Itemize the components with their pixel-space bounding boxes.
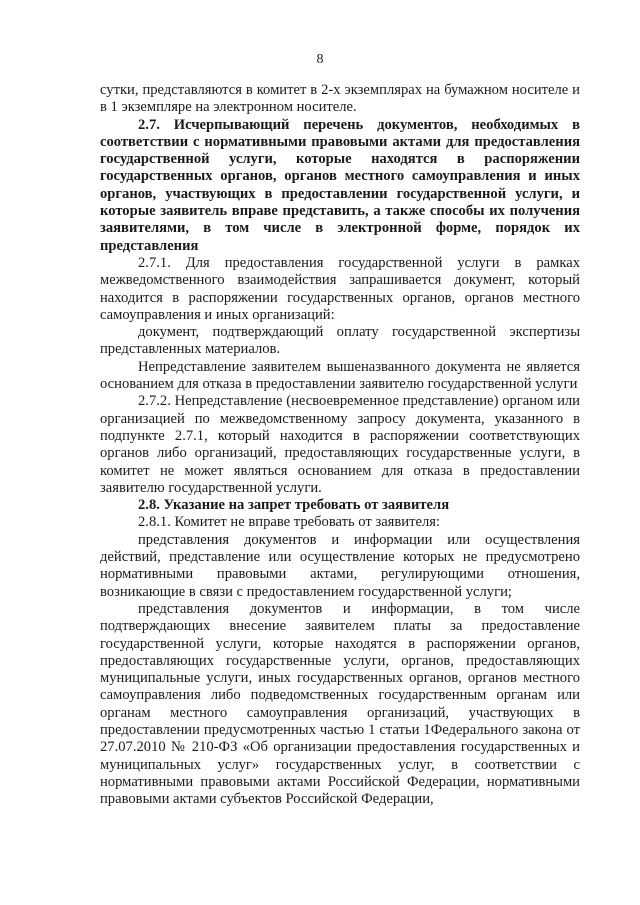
paragraph-2-8-1: 2.8.1. Комитет не вправе требовать от заявителя: xyxy=(138,514,441,531)
section-heading-2-8: 2.8. Указание на запрет требовать от заявителя xyxy=(138,497,450,514)
paragraph-non-submission: Непредставление заявителем вышеназванного документа не является основанием для отказа в предоставлении заявителю государственной услуги xyxy=(100,358,580,393)
page-number: 8 xyxy=(316,52,324,67)
page-content xyxy=(100,82,580,808)
paragraph-continuation: сутки, представляются в комитет в 2-х экземплярах на бумажном носителе и в 1 экземпляре на электронном носителе. xyxy=(100,82,580,116)
paragraph-2-7-2: 2.7.2. Непредставление (несвоевременное представление) органом или организацией по межведомственному запросу документа, указанного в подпункте 2.7.1, который находится в распоряжении соответствующих органов либо организаций, предоставляющих государственные услуги, в комитет не может являться основанием для отказа в предоставлении заявителю государственной услуги. xyxy=(100,393,580,496)
section-heading-2-7: 2.7. Исчерпывающий перечень документов, необходимых в соответствии с нормативными правовыми актами для предоставления государственной услуги, которые находятся в распоряжении государственных органов, органов местного самоуправления и иных органов, участвующих в предоставлении государственной услуги, и которые заявитель вправе представить, а также способы их получения заявителями, в том числе в электронной форме, порядок их представления xyxy=(100,116,580,254)
paragraph-2-7-1: 2.7.1. Для предоставления государственной услуги в рамках межведомственного взаимодействия запрашивается документ, который находится в распоряжении государственных органов, органов местного самоуправления и иных организаций: xyxy=(100,254,580,323)
paragraph-document-payment: документ, подтверждающий оплату государственной экспертизы представленных материалов. xyxy=(100,324,580,358)
paragraph-submission-documents: представления документов и информации, в том числе подтверждающих внесение заявителем платы за предоставление государственной услуги, которые находятся в распоряжении органов, предоставляющих государственные услуги, органов, предоставляющих муниципальные услуги, иных государственных органов, органов местного самоуправления либо подведомственных государственным органам или органам местного самоуправления организаций, участвующих в предоставлении предусмотренных частью 1 статьи 1Федерального закона от 27.07.2010 № 210-ФЗ «Об организации предоставления государственных и муниципальных услуг» государственных услуг, в соответствии с нормативными правовыми актами Российской Федерации, нормативными правовыми актами субъектов Российской Федерации, xyxy=(100,600,580,808)
paragraph-submission-actions: представления документов и информации или осуществления действий, представление или осуществление которых не предусмотрено нормативными правовыми актами, регулирующими отношения, возникающие в связи с предоставлением государственной услуги; xyxy=(100,531,580,600)
